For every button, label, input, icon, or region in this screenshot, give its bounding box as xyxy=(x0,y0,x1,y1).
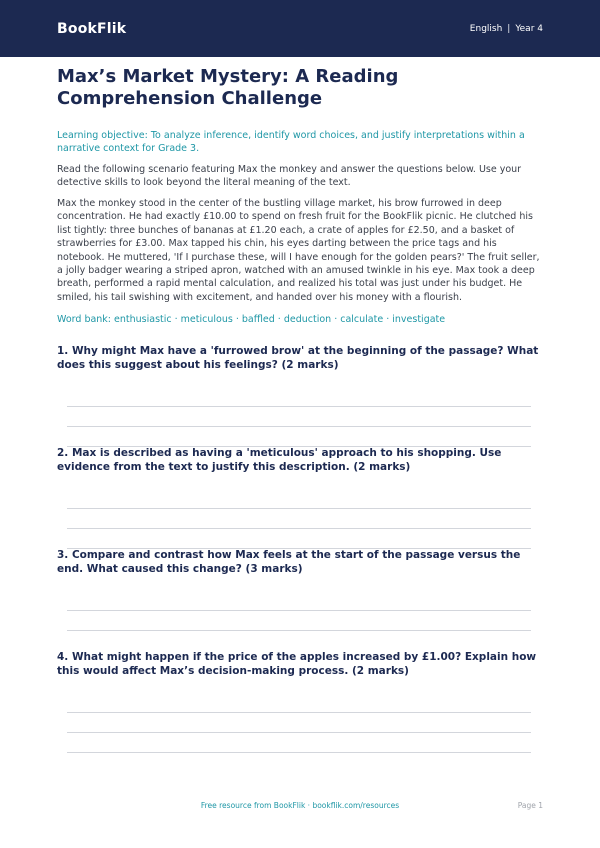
question-1 xyxy=(57,344,543,372)
worksheet-body xyxy=(57,66,543,326)
question-3-text: 3. Compare and contrast how Max feels at the start of the passage versus the end. What caused this change? (3 marks) xyxy=(57,549,521,575)
subject-year-label xyxy=(470,24,543,34)
header-separator: | xyxy=(507,23,511,34)
word-bank: Word bank: enthusiastic · meticulous · baffled · deduction · calculate · investigate xyxy=(57,314,446,326)
question-2-text: 2. Max is described as having a 'meticulous' approach to his shopping. Use evidence from the text to justify this description. (2 marks) xyxy=(57,447,502,473)
reading-passage: Max the monkey stood in the center of the bustling village market, his brow furrowed in deep concentration. He had exactly £10.00 to spend on fresh fruit for the BookFlik picnic. He clutched his list tightly: three bunches of bananas at £1.20 each, a crate of apples for £2.50, and a basket of strawberries for £3.00. Max tapped his chin, his eyes darting between the price tags and his notebook. He muttered, 'If I purchase these, will I have enough for the golden pears?' The fruit seller, a jolly badger wearing a striped apron, watched with an amused twinkle in his eye. Max took a deep breath, performed a rapid mental calculation, and realized his total was just under his budget. He smiled, his tail swishing with excitement, and handed over his money with a flourish. xyxy=(57,198,540,303)
question-3 xyxy=(57,548,543,576)
subject-label: English xyxy=(469,23,503,34)
answer-line[interactable] xyxy=(67,610,531,611)
page-header xyxy=(0,0,600,57)
page-title: Max’s Market Mystery: A Reading Comprehension Challenge xyxy=(57,66,399,109)
question-4-text: 4. What might happen if the price of the apples increased by £1.00? Explain how this would affect Max’s decision-making process. (2 marks) xyxy=(57,651,537,677)
answer-line[interactable] xyxy=(67,732,531,733)
question-1-text: 1. Why might Max have a 'furrowed brow' at the beginning of the passage? What does this suggest about his feelings? (2 marks) xyxy=(57,345,539,371)
year-label: Year 4 xyxy=(515,23,543,34)
question-2 xyxy=(57,446,543,474)
footer-resource-link[interactable]: Free resource from BookFlik · bookflik.com/resources xyxy=(200,801,400,810)
answer-line[interactable] xyxy=(67,426,531,427)
answer-line[interactable] xyxy=(67,630,531,631)
learning-objective: Learning objective: To analyze inference, identify word choices, and justify interpretations within a narrative context for Grade 3. xyxy=(57,130,525,154)
answer-line[interactable] xyxy=(67,712,531,713)
answer-line[interactable] xyxy=(67,508,531,509)
question-4 xyxy=(57,650,543,678)
answer-line[interactable] xyxy=(67,752,531,753)
instructions: Read the following scenario featuring Max the monkey and answer the questions below. Use your detective skills to look beyond the literal meaning of the text. xyxy=(57,164,522,188)
answer-line[interactable] xyxy=(67,406,531,407)
page-number: Page 1 xyxy=(517,801,543,810)
answer-line[interactable] xyxy=(67,528,531,529)
brand-logo-text: BookFlik xyxy=(57,20,127,37)
